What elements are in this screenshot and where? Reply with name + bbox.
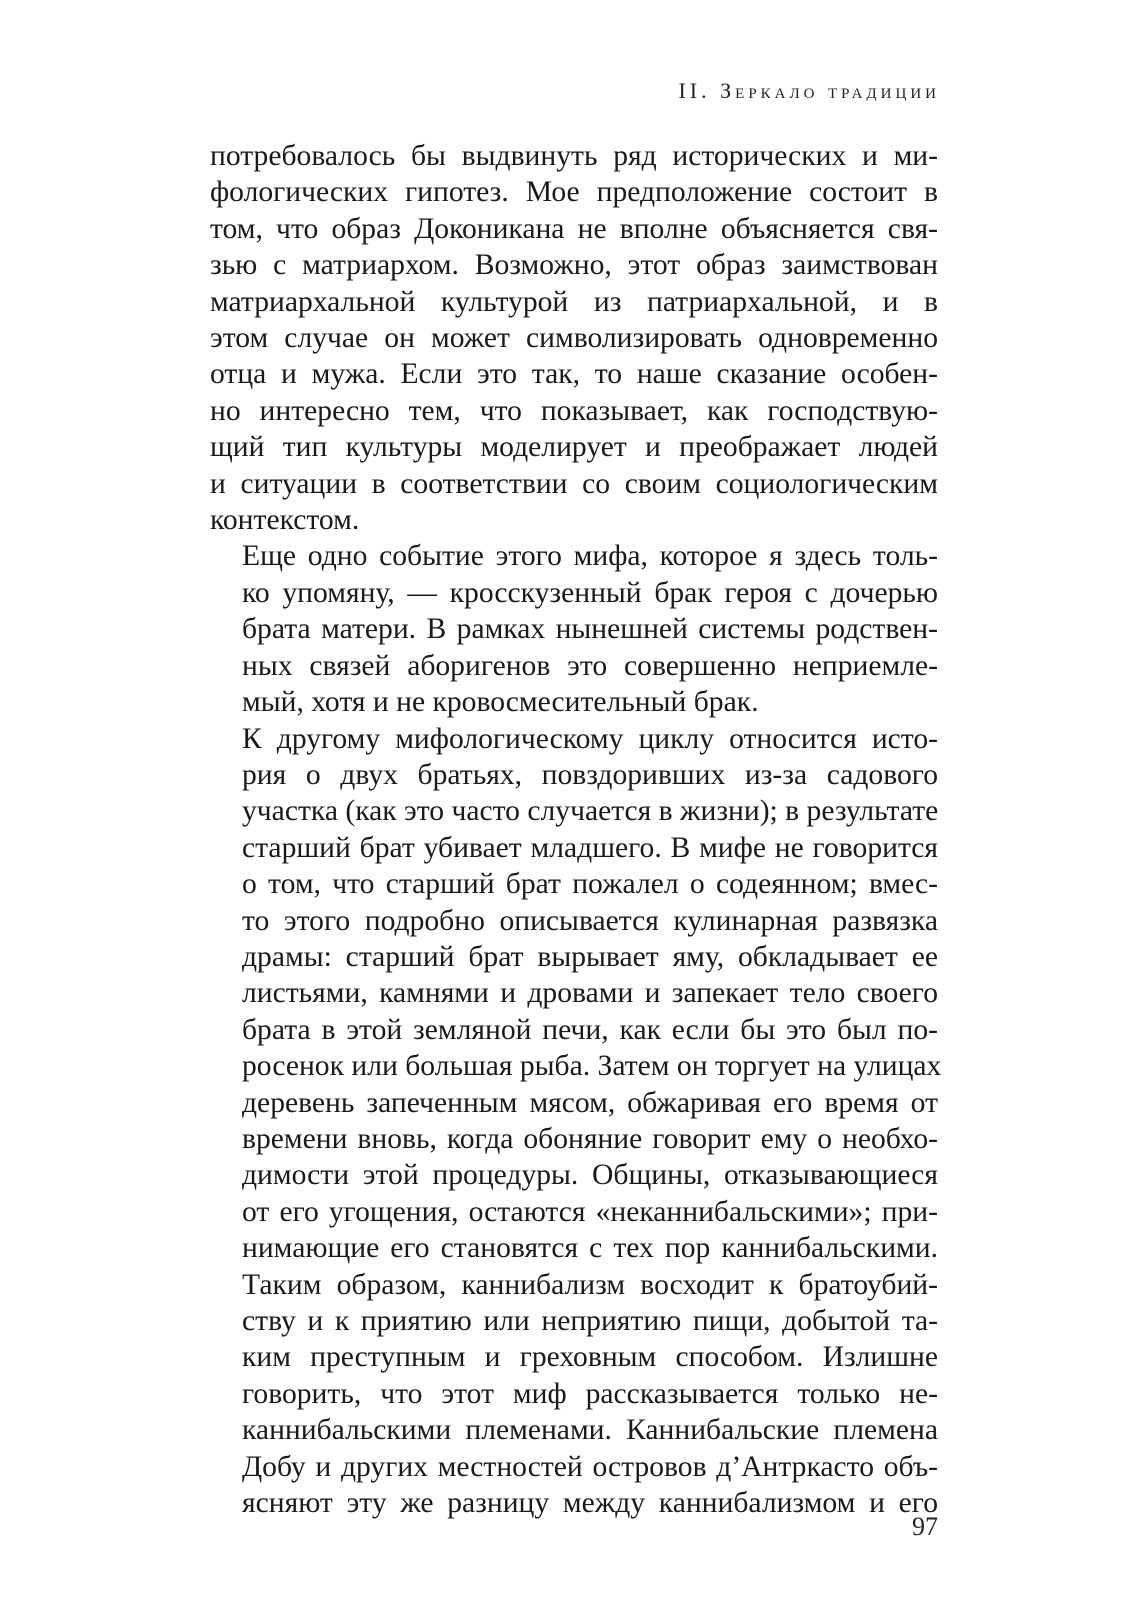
paragraph-3 (210, 721, 942, 1522)
text-line: К другому мифологическому циклу относится исто- (242, 722, 938, 755)
text-line: зью с матриархом. Возможно, этот образ заимствован (210, 249, 938, 282)
text-line: матриархальной культурой из патриархальной, и в (210, 285, 938, 318)
text-line: от его угощения, остаются «неканнибальскими»; при- (242, 1195, 938, 1228)
text-line: каннибальскими племенами. Каннибальские племена (242, 1414, 938, 1447)
text-line: ким преступным и греховным способом. Излишне (242, 1341, 938, 1374)
text-line: драмы: старший брат вырывает яму, обкладывает ее (242, 940, 938, 973)
text-line: времени вновь, когда обоняние говорит ему о необхо- (242, 1122, 938, 1155)
text-line: этом случае он может символизировать одновременно (210, 322, 938, 355)
text-line: ству и к приятию или неприятию пищи, добытой та- (242, 1305, 938, 1337)
text-line: Таким образом, каннибализм восходит к братоубий- (242, 1268, 938, 1301)
text-line: потребовалось бы выдвинуть ряд исторических и ми- (210, 140, 938, 172)
text-line: Еще одно событие этого мифа, которое я здесь толь- (242, 540, 938, 573)
text-line: то этого подробно описывается кулинарная развязка (242, 904, 938, 937)
text-line: старший брат убивает младшего. В мифе не говорится (242, 831, 938, 864)
text-line: контекстом. (210, 504, 360, 537)
text-line: Добу и других местностей островов д’Антркасто объ- (242, 1450, 938, 1483)
running-head: II. Зеркало традиции (678, 78, 940, 103)
text-line: ясняют эту же разницу между каннибализмом и его (242, 1487, 938, 1520)
text-line: но интересно тем, что показывает, как господствую- (210, 394, 938, 427)
text-line: о том, что старший брат пожалел о содеянном; вмес- (242, 868, 938, 901)
text-line: и ситуации в соответствии со своим социологическим (210, 467, 938, 500)
text-line: щий тип культуры моделирует и преображает людей (210, 431, 938, 464)
text-line: том, что образ Доконикана не вполне объясняется свя- (210, 212, 938, 245)
text-line: фологических гипотез. Мое предположение состоит в (210, 176, 938, 209)
page-number: 97 (912, 1512, 938, 1541)
body-text (210, 138, 942, 1521)
text-line: деревень запеченным мясом, обжаривая его время от (242, 1086, 938, 1119)
paragraph-2 (210, 538, 938, 720)
text-line: рия о двух братьях, повздоривших из-за садового (242, 758, 938, 791)
text-line: участка (как это часто случается в жизни); в результате (242, 795, 939, 828)
text-line: нимающие его становятся с тех пор каннибальскими. (242, 1232, 938, 1265)
paragraph-1 (210, 138, 938, 538)
text-line: росенок или большая рыба. Затем он торгует на улицах (242, 1050, 942, 1083)
text-line: ко упомяну, — кросскузенный брак героя с дочерью (242, 576, 938, 609)
text-line: говорить, что этот миф рассказывается только не- (242, 1377, 938, 1410)
text-line: ных связей аборигенов это совершенно неприемле- (242, 649, 938, 682)
text-line: отца и мужа. Если это так, то наше сказание особен- (210, 358, 938, 391)
text-line: листьями, камнями и дровами и запекает тело своего (242, 977, 938, 1010)
text-line: брата в этой земляной печи, как если бы это был по- (242, 1013, 938, 1046)
text-line: мый, хотя и не кровосмесительный брак. (242, 686, 759, 719)
text-line: димости этой процедуры. Общины, отказывающиеся (242, 1159, 938, 1192)
text-line: брата матери. В рамках нынешней системы родствен- (242, 613, 938, 646)
